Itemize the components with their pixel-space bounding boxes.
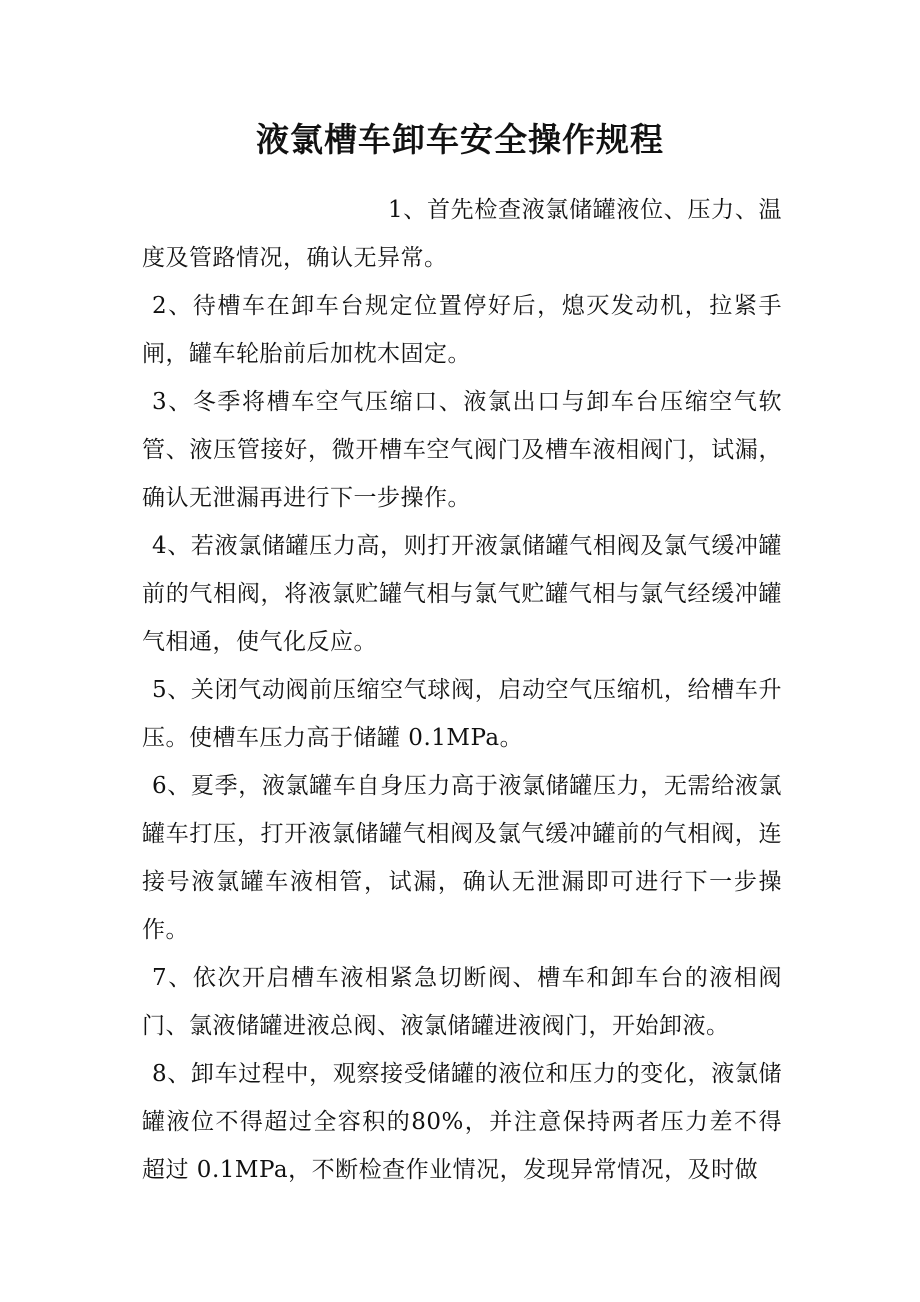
paragraph-step-6: 6、夏季，液氯罐车自身压力高于液氯储罐压力，无需给液氯罐车打压，打开液氯储罐气相阀及氯气缓冲罐前的气相阀，连接号液氯罐车液相管，试漏，确认无泄漏即可进行下一步操作。	[142, 773, 782, 943]
paragraph-step-4: 4、若液氯储罐压力高，则打开液氯储罐气相阀及氯气缓冲罐前的气相阀，将液氯贮罐气相与氯气贮罐气相与氯气经缓冲罐气相通，使气化反应。	[142, 533, 782, 655]
paragraph-step-2: 2、待槽车在卸车台规定位置停好后，熄灭发动机，拉紧手闸，罐车轮胎前后加枕木固定。	[142, 293, 782, 367]
paragraph-step-8: 8、卸车过程中，观察接受储罐的液位和压力的变化，液氯储罐液位不得超过全容积的80%，并注意保持两者压力差不得超过 0.1MPa，不断检查作业情况，发现异常情况，及时做	[142, 1061, 782, 1183]
paragraph-step-3: 3、冬季将槽车空气压缩口、液氯出口与卸车台压缩空气软管、液压管接好，微开槽车空气阀门及槽车液相阀门，试漏，确认无泄漏再进行下一步操作。	[142, 389, 782, 511]
paragraph-step-7: 7、依次开启槽车液相紧急切断阀、槽车和卸车台的液相阀门、氯液储罐进液总阀、液氯储罐进液阀门，开始卸液。	[142, 965, 782, 1039]
paragraph-step-5: 5、关闭气动阀前压缩空气球阀，启动空气压缩机，给槽车升压。使槽车压力高于储罐 0.1MPa。	[142, 677, 782, 751]
paragraph-step-1: 1、首先检查液氯储罐液位、压力、温度及管路情况，确认无异常。	[142, 197, 782, 271]
document-body	[142, 186, 782, 1194]
document-title: 液氯槽车卸车安全操作规程	[256, 120, 664, 159]
